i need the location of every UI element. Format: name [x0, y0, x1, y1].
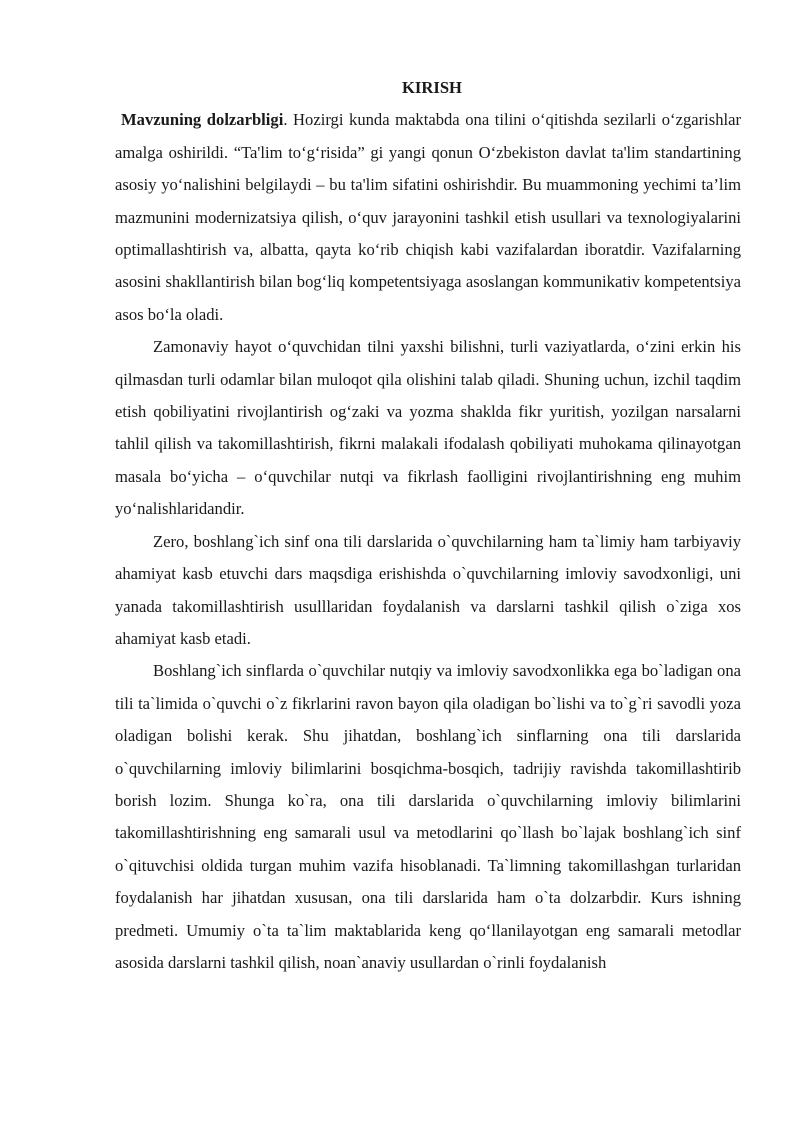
- document-page: [115, 72, 741, 979]
- paragraph-text: Boshlang`ich sinflarda o`quvchilar nutqiy va imloviy savodxonlikka ega bo`ladigan ona tili ta`limida o`quvchi o`z fikrlarini ravon bayon qila oladigan bo`lishi va to`g`ri savodli yoza oladigan bolishi kerak. Shu jihatdan, boshlang`ich sinflarning ona tili darslarida o`quvchilarning imloviy bilimlarini bosqichma-bosqich, tadrijiy ravishda takomillashtirib borish lozim. Shunga ko`ra, ona tili darslarida o`quvchilarning imloviy bilimlarini takomillashtirishning eng samarali usul va metodlarini qo`llash bo`lajak boshlang`ich sinf o`qituvchisi oldida turgan muhim vazifa hisoblanadi. Ta`limning takomillashgan turlaridan foydalanish har jihatdan xususan, ona tili darslarida ham o`ta dolzarbdir. Kurs ishning predmeti. Umumiy o`ta ta`lim maktablarida keng qo‘llanilayotgan eng samarali metodlar asosida darslarni tashkil qilish, noan`anaviy usullardan o`rinli foydalanish: [115, 661, 741, 972]
- paragraph-text: . Hozirgi kunda maktabda ona tilini o‘qitishda sezilarli o‘zgarishlar amalga oshirildi. “Ta'lim to‘g‘risida” gi yangi qonun O‘zbekiston davlat ta'lim standartining asosiy yo‘nalishini belgilaydi – bu ta'lim sifatini oshirishdir. Bu muammoning yechimi ta’lim mazmunini modernizatsiya qilish, o‘quv jarayonini tashkil etish usullari va texnologiyalarini optimallashtirish va, albatta, qayta ko‘rib chiqish kabi vazifalardan iboratdir. Vazifalarning asosini shakllantirish bilan bog‘liq kompetentsiyaga asoslangan kommunikativ kompetentsiya asos bo‘la oladi.: [115, 110, 742, 324]
- paragraph-text: Zamonaviy hayot o‘quvchidan tilni yaxshi bilishni, turli vaziyatlarda, o‘zini erkin his qilmasdan turli odamlar bilan muloqot qila olishini talab qiladi. Shuning uchun, izchil taqdim etish qobiliyatini rivojlantirish og‘zaki va yozma shaklda fikr yuritish, yozilgan narsalarni tahlil qilish va takomillashtirish, fikrni malakali ifodalash qobiliyati muhokama qilinayotgan masala bo‘yicha – o‘quvchilar nutqi va fikrlash faolligini rivojlantirishning eng muhim yo‘nalishlaridandir.: [115, 337, 741, 519]
- paragraph-text: Zero, boshlang`ich sinf ona tili darslarida o`quvchilarning ham ta`limiy ham tarbiyaviy ahamiyat kasb etuvchi dars maqsdiga erishishda o`quvchilarning imloviy savodxonligi, uni yanada takomillashtirish usulllaridan foydalanish va darslarni tashkil qilish o`ziga xos ahamiyat kasb etadi.: [115, 531, 741, 648]
- paragraph-literacy: [115, 655, 741, 979]
- paragraph-modern-life: [115, 331, 741, 525]
- paragraph-lead: Mavzuning dolzarbligi: [121, 110, 284, 130]
- paragraph-relevance: [115, 104, 741, 331]
- paragraph-primary-classes: [115, 526, 741, 656]
- page-title: KIRISH: [402, 78, 462, 97]
